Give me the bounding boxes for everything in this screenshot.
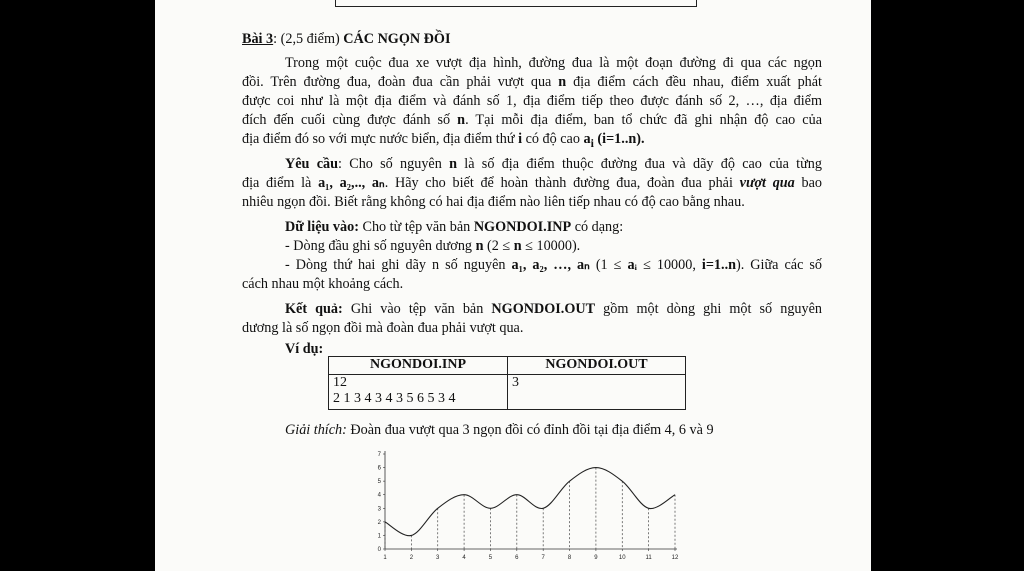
hill-profile-chart xyxy=(371,448,691,571)
output-line1: Kết quả: Ghi vào tệp văn bản NGONDOI.OUT gồm một dòng ghi một số nguyên xyxy=(285,301,823,317)
example-input-cell: 12 2 1 3 4 3 4 3 5 6 5 3 4 xyxy=(329,375,508,410)
y-tick-label: 3 xyxy=(377,506,381,513)
problem-title: Bài 3: (2,5 điểm) CÁC NGỌN ĐỒI xyxy=(242,31,451,47)
y-tick-label: 6 xyxy=(377,465,381,472)
input-line2: - Dòng đầu ghi số nguyên dương n (2 ≤ n ≤ 10000). xyxy=(285,238,581,254)
x-tick-label: 6 xyxy=(515,555,519,561)
x-tick-label: 11 xyxy=(645,555,652,561)
x-tick-label: 7 xyxy=(541,555,545,561)
para1-line4: đích đến cuối cùng được đánh số n. Tại mỗi địa điểm, ban tổ chức đã ghi nhận độ cao của xyxy=(242,112,822,128)
requirement-line2: địa điểm là a₁, a₂,.., aₙ. Hãy cho biết để hoàn thành đường đua, đoàn đua phải vượt qua bao xyxy=(242,175,822,191)
x-tick-label: 10 xyxy=(618,555,626,561)
explanation-line: Giải thích: Đoàn đua vượt qua 3 ngọn đồi có đỉnh đồi tại địa điểm 4, 6 và 9 xyxy=(285,422,714,438)
y-tick-label: 2 xyxy=(377,519,381,526)
para1-line3: được coi như là một địa điểm và đánh số 1, địa điểm tiếp theo được đánh số 2, …, địa điểm xyxy=(242,93,822,109)
x-tick-label: 1 xyxy=(383,555,387,561)
hill-profile-line xyxy=(385,468,675,536)
x-tick-label: 9 xyxy=(594,555,598,561)
input-line3: - Dòng thứ hai ghi dãy n số nguyên a₁, a₂, …, aₙ (1 ≤ aᵢ ≤ 10000, i=1..n). Giữa các số xyxy=(285,257,822,273)
x-tick-label: 2 xyxy=(409,555,414,561)
example-output-cell: 3 xyxy=(508,375,686,410)
x-tick-label: 5 xyxy=(488,555,493,561)
document-page xyxy=(155,0,871,571)
previous-table-edge xyxy=(335,0,697,7)
example-data-row xyxy=(329,375,686,410)
y-tick-label: 7 xyxy=(377,452,381,458)
x-tick-label: 12 xyxy=(671,555,679,561)
example-table xyxy=(328,356,686,410)
input-line1: Dữ liệu vào: Cho từ tệp văn bản NGONDOI.INP có dạng: xyxy=(285,219,624,235)
x-tick-label: 4 xyxy=(462,555,466,561)
x-tick-label: 8 xyxy=(567,555,572,561)
y-tick-label: 1 xyxy=(377,533,381,540)
output-line2: dương là số ngọn đồi mà đoàn đua phải vượt qua. xyxy=(242,320,524,336)
y-tick-label: 0 xyxy=(377,547,381,553)
example-label: Ví dụ: xyxy=(285,341,324,357)
input-line4: cách nhau một khoảng cách. xyxy=(242,276,404,292)
example-header-row xyxy=(329,357,686,375)
y-tick-label: 5 xyxy=(377,479,381,486)
header-input-file: NGONDOI.INP xyxy=(329,357,508,375)
para1-line1: Trong một cuộc đua xe vượt địa hình, đường đua là một đoạn đường đi qua các ngọn xyxy=(285,55,822,71)
para1-line2: đồi. Trên đường đua, đoàn đua cần phải vượt qua n địa điểm cách đều nhau, điểm xuất phát xyxy=(242,74,822,90)
y-tick-label: 4 xyxy=(377,492,381,499)
header-output-file: NGONDOI.OUT xyxy=(508,357,686,375)
requirement-line1: Yêu cầu: Cho số nguyên n là số địa điểm thuộc đường đua và dãy độ cao của từng xyxy=(285,156,822,172)
x-tick-label: 3 xyxy=(436,555,440,561)
requirement-line3: nhiêu ngọn đồi. Biết rằng không có hai địa điểm nào liên tiếp nhau có độ cao bằng nhau. xyxy=(242,194,745,210)
para1-line5: địa điểm đó so với mực nước biển, địa điểm thứ i có độ cao $a_i$ (i=1..n). xyxy=(242,131,645,150)
